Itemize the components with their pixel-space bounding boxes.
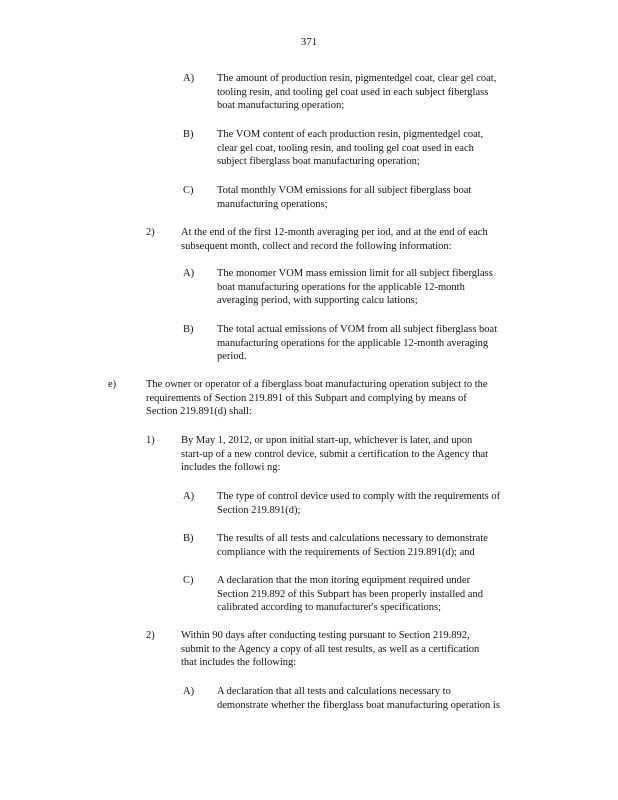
item-label: A): [183, 73, 195, 84]
item-text: [217, 323, 537, 364]
text-line: The amount of production resin, pigmentedgel coat, clear gel coat,: [217, 73, 497, 84]
text-line: clear gel coat, tooling resin, and tooling gel coat used in each: [217, 142, 474, 154]
item-label: e): [108, 379, 117, 390]
item-label: B): [183, 129, 194, 140]
text-line: A declaration that all tests and calculations necessary to: [217, 686, 451, 697]
text-line: demonstrate whether the fiberglass boat manufacturing operation is: [217, 699, 500, 711]
item-text: [217, 128, 521, 169]
text-line: At the end of the first 12-month averaging per iod, and at the end of each: [181, 227, 488, 238]
item-label: 2): [146, 630, 155, 641]
text-line: Within 90 days after conducting testing pursuant to Section 219.892,: [181, 630, 470, 641]
item-label: C): [183, 575, 194, 586]
text-line: Section 219.891(d);: [217, 504, 301, 516]
text-line: The monomer VOM mass emission limit for all subject fiberglass: [217, 268, 493, 279]
text-line: boat manufacturing operation;: [217, 100, 345, 112]
item-text: [181, 629, 517, 670]
item-text: [217, 574, 521, 615]
item-text: [217, 267, 529, 308]
text-line: tooling resin, and tooling gel coat used in each subject fiberglass: [217, 86, 489, 98]
text-line: By May 1, 2012, or upon initial start-up, whichever is later, and upon: [181, 435, 473, 446]
item-text: [181, 434, 533, 475]
item-label: 2): [146, 227, 155, 238]
text-line: averaging period, with supporting calcu lations;: [217, 295, 418, 307]
item-label: A): [183, 268, 195, 279]
item-text: [217, 184, 509, 211]
item-text: [181, 226, 527, 253]
text-line: subject fiberglass boat manufacturing operation;: [217, 156, 420, 168]
item-text: [217, 490, 543, 517]
item-label: B): [183, 324, 194, 335]
item-text: [217, 685, 543, 712]
text-line: The results of all tests and calculations necessary to demonstrate: [217, 533, 488, 544]
text-line: The VOM content of each production resin, pigmentedgel coat,: [217, 129, 484, 140]
text-line: The owner or operator of a fiberglass boat manufacturing operation subject to the: [146, 379, 488, 390]
text-line: Section 219.891(d) shall:: [146, 406, 252, 418]
text-line: period.: [217, 351, 247, 363]
text-line: manufacturing operations;: [217, 198, 328, 210]
text-line: start-up of a new control device, submit a certification to the Agency that: [181, 448, 489, 460]
text-line: compliance with the requirements of Section 219.891(d); and: [217, 546, 475, 558]
text-line: Total monthly VOM emissions for all subject fiberglass boat: [217, 185, 472, 196]
text-line: calibrated according to manufacturer's specifications;: [217, 602, 442, 614]
text-line: manufacturing operations for the applicable 12-month averaging: [217, 337, 489, 349]
text-line: boat manufacturing operations for the applicable 12-month: [217, 281, 465, 293]
page-number: 371: [300, 36, 318, 48]
text-line: The total actual emissions of VOM from all subject fiberglass boat: [217, 324, 498, 335]
item-text: [217, 532, 517, 559]
text-line: A declaration that the mon itoring equipment required under: [217, 575, 471, 586]
text-line: that includes the following:: [181, 657, 297, 669]
item-label: A): [183, 491, 195, 502]
text-line: Section 219.892 of this Subpart has been properly installed and: [217, 588, 483, 600]
item-label: B): [183, 533, 194, 544]
item-label: 1): [146, 435, 155, 446]
text-line: submit to the Agency a copy of all test results, as well as a certification: [181, 643, 480, 655]
text-line: subsequent month, collect and record the following information:: [181, 240, 452, 252]
text-line: includes the followi ng:: [181, 462, 281, 474]
item-label: C): [183, 185, 194, 196]
item-label: A): [183, 686, 195, 697]
item-text: [146, 378, 536, 419]
text-line: The type of control device used to comply with the requirements of: [217, 491, 501, 502]
item-text: [217, 72, 537, 113]
text-line: requirements of Section 219.891 of this Subpart and complying by means of: [146, 392, 467, 404]
